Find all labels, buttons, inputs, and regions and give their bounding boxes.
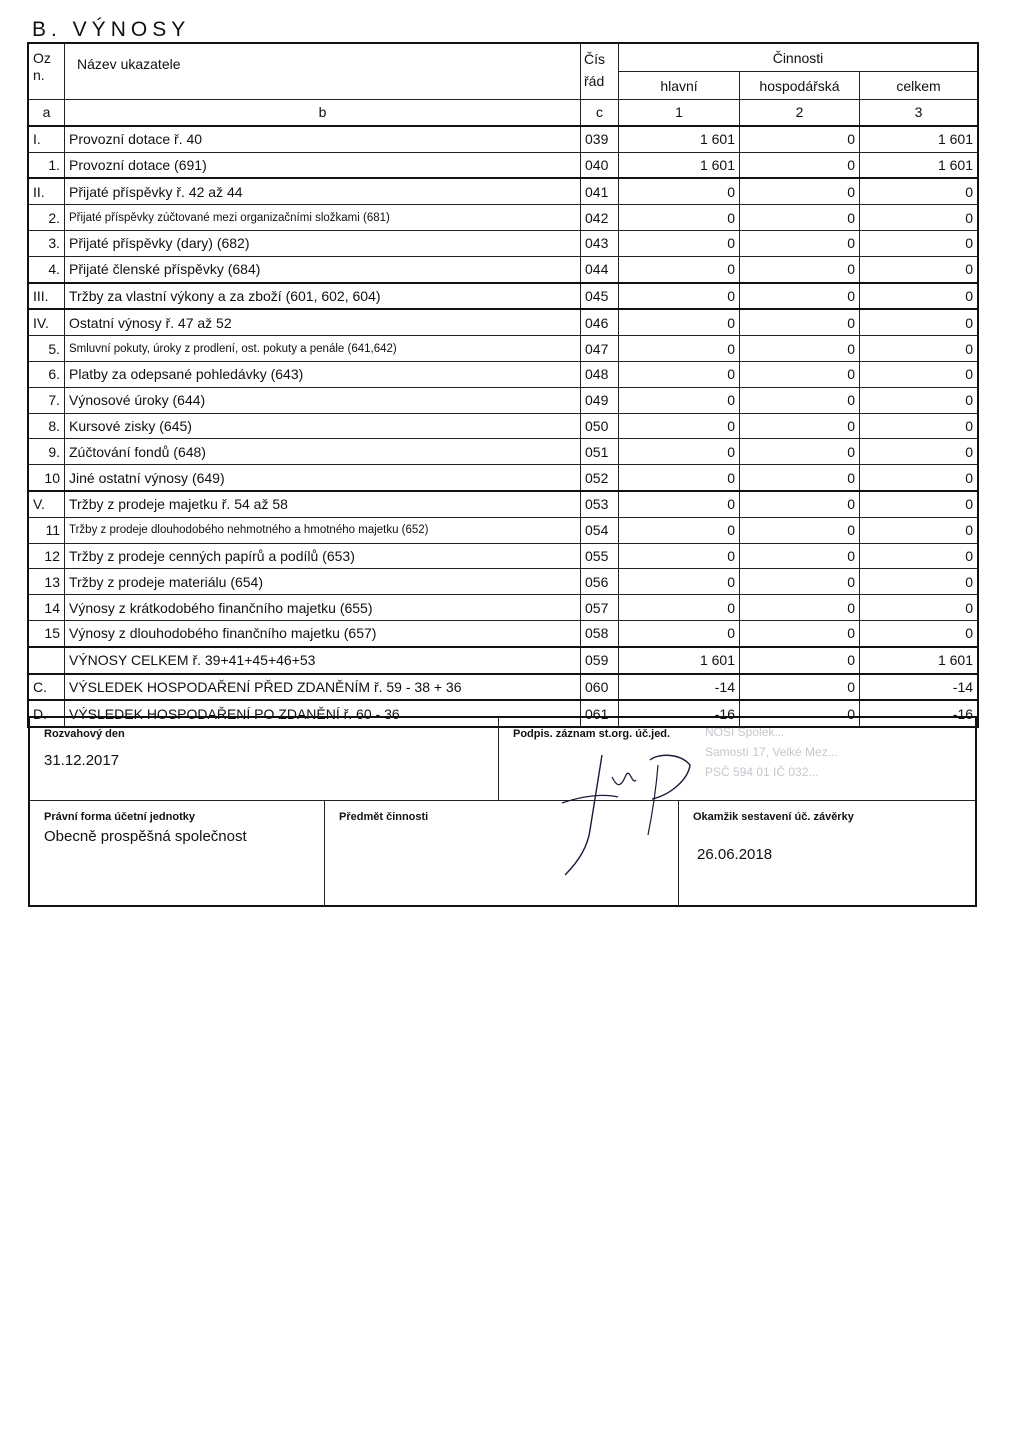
- header-row-1: [29, 44, 978, 72]
- table-row: [29, 543, 978, 569]
- row-celkem: 0: [860, 230, 978, 256]
- section-title: B. VÝNOSY: [32, 18, 191, 41]
- row-celkem: 1 601: [860, 152, 978, 178]
- header-celkem: celkem: [860, 72, 978, 100]
- row-celkem: 0: [860, 465, 978, 491]
- table-row: [29, 595, 978, 621]
- row-hospodarska: 0: [740, 126, 860, 152]
- row-hlavni: 0: [619, 543, 740, 569]
- row-name: VÝSLEDEK HOSPODAŘENÍ PO ZDANĚNÍ ř. 60 - 36: [65, 700, 581, 726]
- col-b: b: [65, 100, 581, 126]
- stamp-line-3: PSČ 594 01 IČ 032...: [705, 765, 819, 779]
- row-celkem: 0: [860, 543, 978, 569]
- col-c: c: [581, 100, 619, 126]
- row-celkem: 0: [860, 569, 978, 595]
- row-name: Tržby z prodeje materiálu (654): [65, 569, 581, 595]
- table-row: [29, 647, 978, 674]
- row-celkem: 0: [860, 205, 978, 231]
- row-hospodarska: 0: [740, 336, 860, 362]
- rozvahovy-den-label: Rozvahový den: [44, 728, 125, 740]
- row-oz: 4.: [29, 256, 65, 282]
- table-row: [29, 205, 978, 231]
- row-name: Kursové zisky (645): [65, 413, 581, 439]
- row-code: 052: [581, 465, 619, 491]
- row-celkem: -16: [860, 700, 978, 726]
- header-rad: řád: [584, 73, 605, 89]
- row-hospodarska: 0: [740, 205, 860, 231]
- handwritten-signature: [540, 735, 740, 885]
- table-row: [29, 387, 978, 413]
- row-name: Přijaté příspěvky zúčtované mezi organizačními složkami (681): [65, 205, 581, 231]
- header-name: Název ukazatele: [65, 44, 581, 100]
- row-hospodarska: 0: [740, 620, 860, 646]
- row-name: Výnosy z krátkodobého finančního majetku (655): [65, 595, 581, 621]
- table-row: [29, 620, 978, 646]
- row-code: 061: [581, 700, 619, 726]
- row-hospodarska: 0: [740, 569, 860, 595]
- col-3: 3: [860, 100, 978, 126]
- header-cinnosti: Činnosti: [619, 44, 978, 72]
- row-hlavni: 0: [619, 620, 740, 646]
- row-celkem: -14: [860, 674, 978, 701]
- header-oz: Oz n.: [29, 44, 65, 100]
- row-code: 049: [581, 387, 619, 413]
- table-row: [29, 178, 978, 204]
- row-code: 056: [581, 569, 619, 595]
- row-hlavni: 0: [619, 569, 740, 595]
- row-oz: 10: [29, 465, 65, 491]
- row-code: 053: [581, 491, 619, 517]
- row-code: 060: [581, 674, 619, 701]
- row-oz: C.: [29, 674, 65, 701]
- table-row: [29, 283, 978, 310]
- header-hlavni: hlavní: [619, 72, 740, 100]
- table-row: [29, 336, 978, 362]
- row-celkem: 1 601: [860, 647, 978, 674]
- row-oz: IV.: [29, 309, 65, 335]
- table-row: [29, 413, 978, 439]
- row-celkem: 0: [860, 517, 978, 543]
- row-oz: 15: [29, 620, 65, 646]
- row-code: 059: [581, 647, 619, 674]
- row-hlavni: 0: [619, 256, 740, 282]
- table-row: [29, 491, 978, 517]
- row-oz: [29, 647, 65, 674]
- row-hlavni: 0: [619, 465, 740, 491]
- row-celkem: 0: [860, 256, 978, 282]
- row-code: 041: [581, 178, 619, 204]
- row-celkem: 0: [860, 178, 978, 204]
- row-celkem: 0: [860, 309, 978, 335]
- row-code: 046: [581, 309, 619, 335]
- row-code: 039: [581, 126, 619, 152]
- row-code: 040: [581, 152, 619, 178]
- row-name: Platby za odepsané pohledávky (643): [65, 361, 581, 387]
- row-hlavni: 0: [619, 361, 740, 387]
- row-celkem: 0: [860, 413, 978, 439]
- row-hlavni: 0: [619, 517, 740, 543]
- col-a: a: [29, 100, 65, 126]
- row-oz: 9.: [29, 439, 65, 465]
- pravni-forma-cell: [30, 801, 325, 905]
- row-hlavni: 0: [619, 336, 740, 362]
- row-hlavni: 0: [619, 491, 740, 517]
- pravni-forma-value: Obecně prospěšná společnost: [44, 828, 247, 845]
- row-hospodarska: 0: [740, 700, 860, 726]
- header-cis-rad: [581, 44, 619, 100]
- row-name: Tržby z prodeje dlouhodobého nehmotného a hmotného majetku (652): [65, 517, 581, 543]
- row-oz: 1.: [29, 152, 65, 178]
- row-hospodarska: 0: [740, 647, 860, 674]
- row-oz: 2.: [29, 205, 65, 231]
- row-hospodarska: 0: [740, 465, 860, 491]
- row-oz: 13: [29, 569, 65, 595]
- row-hlavni: 0: [619, 230, 740, 256]
- okamzik-value: 26.06.2018: [697, 846, 773, 863]
- row-celkem: 0: [860, 387, 978, 413]
- row-code: 050: [581, 413, 619, 439]
- row-name: Jiné ostatní výnosy (649): [65, 465, 581, 491]
- row-hospodarska: 0: [740, 178, 860, 204]
- row-name: Tržby z prodeje cenných papírů a podílů (653): [65, 543, 581, 569]
- row-name: Přijaté příspěvky ř. 42 až 44: [65, 178, 581, 204]
- header-letters-row: [29, 100, 978, 126]
- row-code: 044: [581, 256, 619, 282]
- row-oz: III.: [29, 283, 65, 310]
- row-hlavni: 0: [619, 387, 740, 413]
- row-hlavni: -14: [619, 674, 740, 701]
- table-row: [29, 230, 978, 256]
- okamzik-label: Okamžik sestavení úč. závěrky: [693, 811, 854, 823]
- row-oz: D.: [29, 700, 65, 726]
- row-hospodarska: 0: [740, 439, 860, 465]
- row-hospodarska: 0: [740, 283, 860, 310]
- row-celkem: 0: [860, 595, 978, 621]
- row-hospodarska: 0: [740, 152, 860, 178]
- header-cis: Čís: [584, 51, 605, 67]
- row-oz: 5.: [29, 336, 65, 362]
- row-hospodarska: 0: [740, 387, 860, 413]
- row-hlavni: 0: [619, 283, 740, 310]
- row-name: VÝSLEDEK HOSPODAŘENÍ PŘED ZDANĚNÍM ř. 59 - 38 + 36: [65, 674, 581, 701]
- row-name: Tržby z prodeje majetku ř. 54 až 58: [65, 491, 581, 517]
- row-code: 047: [581, 336, 619, 362]
- row-hospodarska: 0: [740, 256, 860, 282]
- row-name: VÝNOSY CELKEM ř. 39+41+45+46+53: [65, 647, 581, 674]
- podpis-label: Podpis. záznam st.org. úč.jed.: [513, 728, 671, 740]
- table-row: [29, 256, 978, 282]
- row-oz: V.: [29, 491, 65, 517]
- predmet-cinnosti-label: Předmět činnosti: [339, 811, 429, 823]
- row-hlavni: 0: [619, 595, 740, 621]
- row-code: 042: [581, 205, 619, 231]
- row-oz: I.: [29, 126, 65, 152]
- table-row: [29, 517, 978, 543]
- row-name: Výnosy z dlouhodobého finančního majetku (657): [65, 620, 581, 646]
- stamp-line-1: NOSI Spolek...: [705, 725, 785, 739]
- pravni-forma-label: Právní forma účetní jednotky: [44, 811, 195, 823]
- row-name: Zúčtování fondů (648): [65, 439, 581, 465]
- rozvahovy-den-cell: [30, 718, 499, 801]
- row-oz: 6.: [29, 361, 65, 387]
- row-hlavni: 1 601: [619, 152, 740, 178]
- row-name: Výnosové úroky (644): [65, 387, 581, 413]
- table-row: [29, 126, 978, 152]
- row-celkem: 0: [860, 283, 978, 310]
- row-code: 055: [581, 543, 619, 569]
- row-hospodarska: 0: [740, 309, 860, 335]
- row-name: Přijaté členské příspěvky (684): [65, 256, 581, 282]
- row-code: 057: [581, 595, 619, 621]
- col-1: 1: [619, 100, 740, 126]
- row-code: 054: [581, 517, 619, 543]
- row-hospodarska: 0: [740, 230, 860, 256]
- row-oz: 7.: [29, 387, 65, 413]
- row-hlavni: -16: [619, 700, 740, 726]
- row-name: Provozní dotace (691): [65, 152, 581, 178]
- row-hlavni: 1 601: [619, 647, 740, 674]
- row-oz: 12: [29, 543, 65, 569]
- row-hlavni: 0: [619, 178, 740, 204]
- row-oz: 8.: [29, 413, 65, 439]
- row-hlavni: 0: [619, 413, 740, 439]
- row-hospodarska: 0: [740, 491, 860, 517]
- table-row: [29, 309, 978, 335]
- row-celkem: 0: [860, 439, 978, 465]
- table-row: [29, 569, 978, 595]
- row-name: Provozní dotace ř. 40: [65, 126, 581, 152]
- row-code: 045: [581, 283, 619, 310]
- vynosy-table: [28, 43, 978, 727]
- table-row: [29, 361, 978, 387]
- header-hospodarska: hospodářská: [740, 72, 860, 100]
- row-celkem: 1 601: [860, 126, 978, 152]
- rozvahovy-den-value: 31.12.2017: [44, 752, 120, 769]
- table-row: [29, 674, 978, 701]
- row-hospodarska: 0: [740, 674, 860, 701]
- table-row: [29, 439, 978, 465]
- row-celkem: 0: [860, 491, 978, 517]
- row-oz: 3.: [29, 230, 65, 256]
- row-hlavni: 0: [619, 309, 740, 335]
- row-hlavni: 0: [619, 205, 740, 231]
- row-hospodarska: 0: [740, 361, 860, 387]
- row-name: Smluvní pokuty, úroky z prodlení, ost. pokuty a penále (641,642): [65, 336, 581, 362]
- row-hospodarska: 0: [740, 413, 860, 439]
- row-code: 051: [581, 439, 619, 465]
- row-hospodarska: 0: [740, 543, 860, 569]
- col-2: 2: [740, 100, 860, 126]
- row-celkem: 0: [860, 361, 978, 387]
- stamp-line-2: Samostí 17, Velké Mez...: [705, 745, 838, 759]
- row-oz: 11: [29, 517, 65, 543]
- row-oz: II.: [29, 178, 65, 204]
- table-row: [29, 152, 978, 178]
- row-code: 058: [581, 620, 619, 646]
- row-name: Tržby za vlastní výkony a za zboží (601, 602, 604): [65, 283, 581, 310]
- row-celkem: 0: [860, 620, 978, 646]
- row-name: Přijaté příspěvky (dary) (682): [65, 230, 581, 256]
- table-row: [29, 465, 978, 491]
- row-celkem: 0: [860, 336, 978, 362]
- row-hlavni: 0: [619, 439, 740, 465]
- row-hlavni: 1 601: [619, 126, 740, 152]
- row-hospodarska: 0: [740, 517, 860, 543]
- row-oz: 14: [29, 595, 65, 621]
- row-code: 048: [581, 361, 619, 387]
- row-code: 043: [581, 230, 619, 256]
- row-hospodarska: 0: [740, 595, 860, 621]
- row-name: Ostatní výnosy ř. 47 až 52: [65, 309, 581, 335]
